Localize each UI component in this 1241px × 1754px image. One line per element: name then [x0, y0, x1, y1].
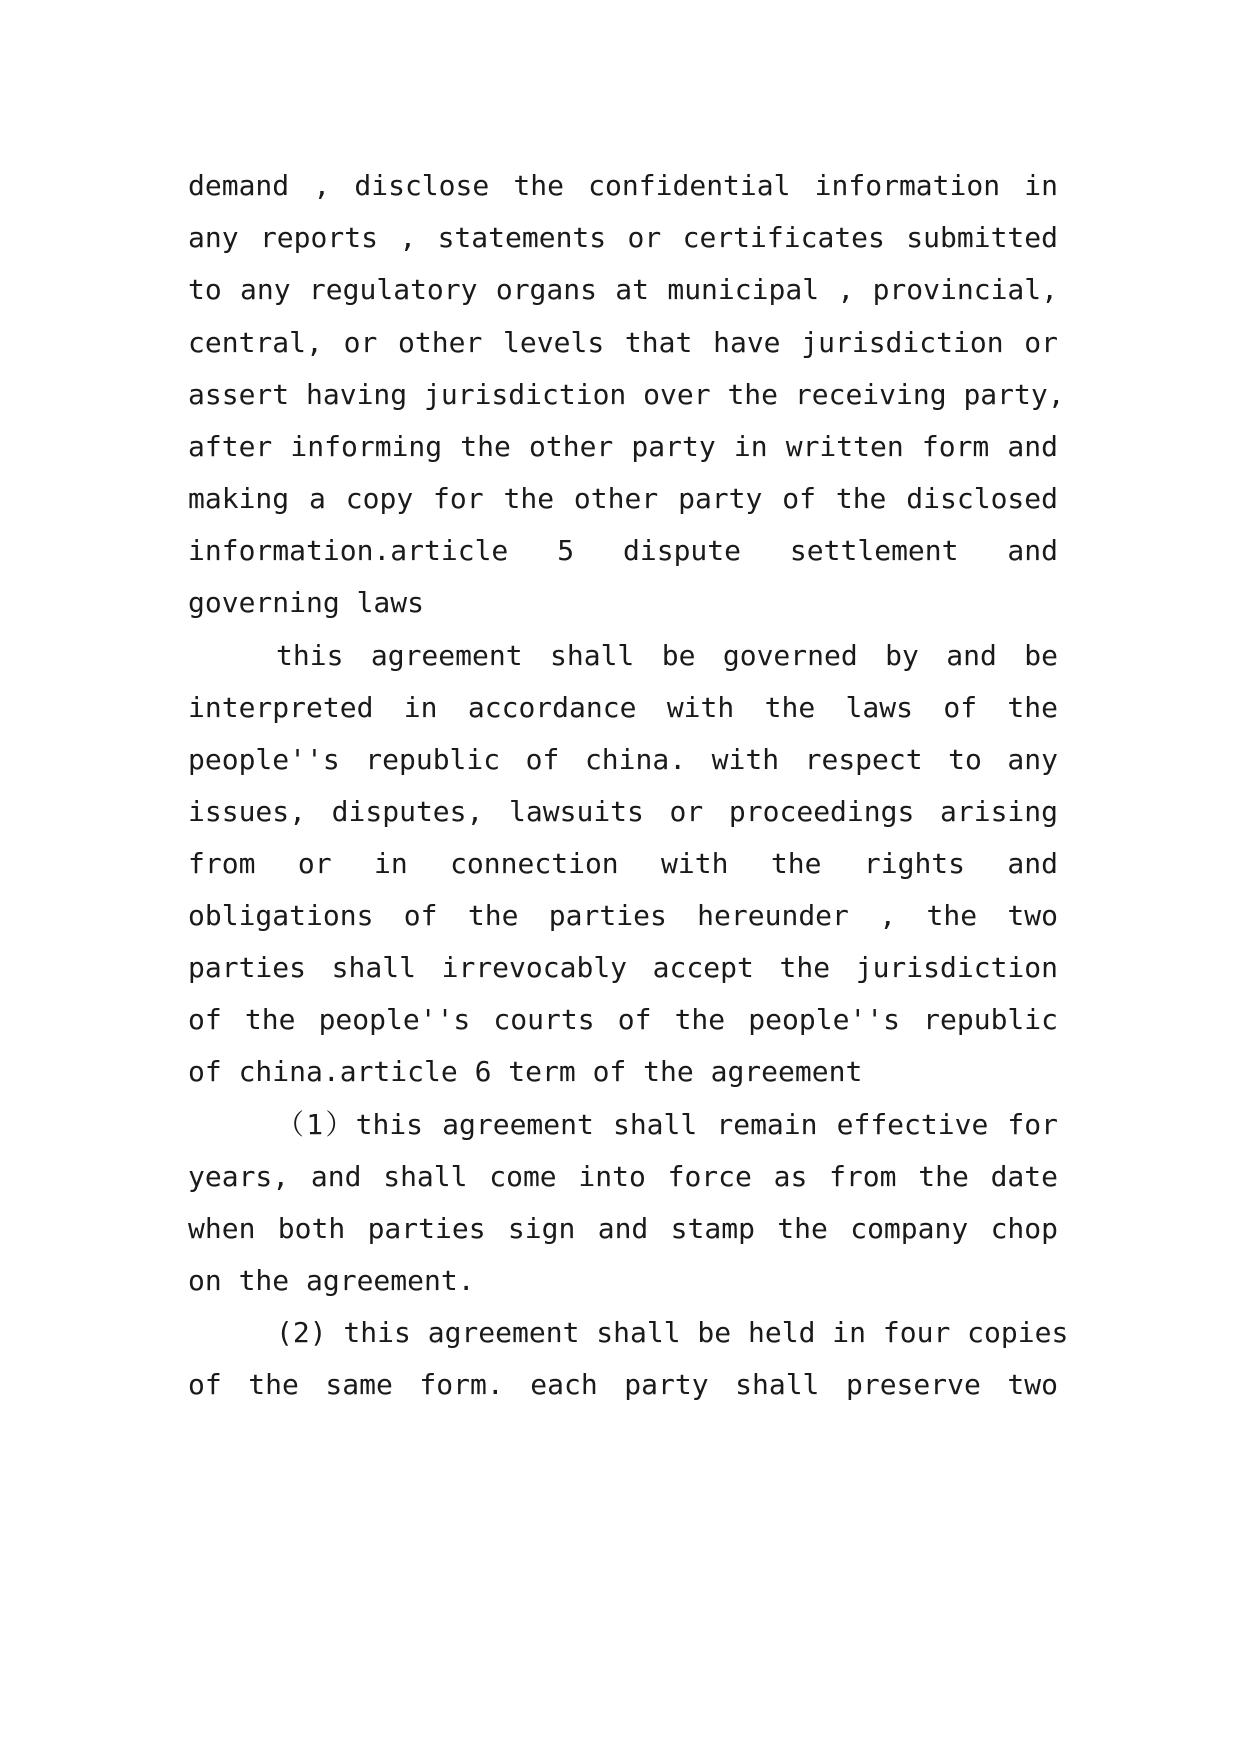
text-line: making a copy for the other party of the disclosed [188, 482, 1058, 515]
text-line: information.article 5 dispute settlement and [188, 534, 1058, 567]
text-line: of china.article 6 term of the agreement [188, 1055, 863, 1088]
text-line: people''s republic of china. with respect to any [188, 743, 1058, 776]
text-line: governing laws [188, 586, 425, 619]
text-line: from or in connection with the rights and [188, 847, 1058, 880]
text-line: central, or other levels that have jurisdiction or [188, 326, 1058, 359]
text-line: on the agreement. [188, 1264, 475, 1297]
text-line: of the same form. each party shall preserve two [188, 1368, 1058, 1401]
text-line: any reports , statements or certificates submitted [188, 221, 1058, 254]
text-line: （1）this agreement shall remain effective for [276, 1108, 1058, 1141]
text-line: (2) this agreement shall be held in four copies [276, 1316, 1069, 1349]
text-line: obligations of the parties hereunder , the two [188, 899, 1058, 932]
text-line: interpreted in accordance with the laws of the [188, 691, 1058, 724]
text-line: years, and shall come into force as from the date [188, 1160, 1058, 1193]
text-line: demand , disclose the confidential information in [188, 169, 1058, 202]
text-line: parties shall irrevocably accept the jurisdiction [188, 951, 1058, 984]
text-line: when both parties sign and stamp the company chop [188, 1212, 1058, 1245]
text-line: after informing the other party in written form and [188, 430, 1058, 463]
text-line: of the people''s courts of the people''s republic [188, 1003, 1058, 1036]
text-line: assert having jurisdiction over the receiving party, [188, 378, 1065, 411]
text-line: to any regulatory organs at municipal , provincial, [188, 273, 1058, 306]
text-line: this agreement shall be governed by and be [276, 639, 1058, 672]
text-line: issues, disputes, lawsuits or proceedings arising [188, 795, 1058, 828]
